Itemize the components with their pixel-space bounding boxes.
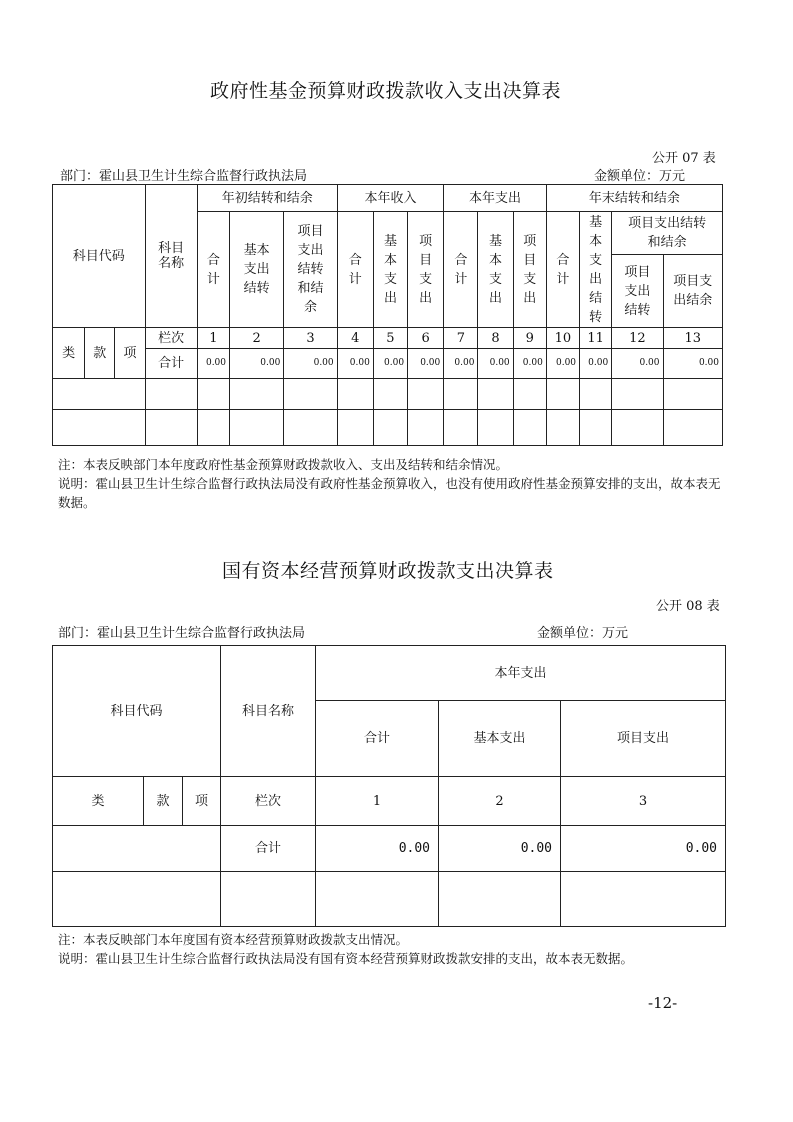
table-row [53,872,726,927]
table2-note: 注：本表反映部门本年度国有资本经营预算财政拨款支出情况。 [58,932,409,947]
t1-h-total-2: 合 计 [337,212,373,328]
t2-header-code: 科目代码 [53,646,221,777]
t1-h-total-3: 合 计 [444,212,478,328]
t2-col-no: 1 [316,777,439,826]
t1-h-basic-2: 基 本 支 出 [373,212,407,328]
t2-total-cell: 0.00 [439,826,561,872]
t1-col-no: 5 [373,328,407,349]
table2-form-no: 公开 08 表 [656,599,720,614]
t1-total-cell: 0.00 [612,349,663,379]
table1-explanation: 说明：霍山县卫生计生综合监督行政执法局没有政府性基金预算收入，也没有使用政府性基金预算安排的支出，故本表无数据。 [58,476,721,510]
t2-heji: 合计 [221,826,316,872]
t2-lanci: 栏次 [221,777,316,826]
table-row [53,410,723,446]
table1-form-no: 公开 07 表 [652,151,716,166]
table1-department: 部门：霍山县卫生计生综合监督行政执法局 [60,169,308,184]
t1-kuan: 款 [85,328,115,379]
t2-total-cell: 0.00 [316,826,439,872]
t1-h-project-carry-4: 项目 支出 结转 [612,255,663,328]
t1-h-project-group: 项目支出结转 和结余 [612,212,723,255]
t2-h-total: 合计 [316,701,439,777]
table-row [53,379,723,410]
table2-department: 部门：霍山县卫生计生综合监督行政执法局 [58,626,306,641]
t1-total-cell: 0.00 [230,349,284,379]
table1-note: 注：本表反映部门本年度政府性基金预算财政拨款收入、支出及结转和结余情况。 [58,457,509,472]
t1-col-no: 13 [663,328,722,349]
t2-header-year-expense: 本年支出 [316,646,726,701]
t1-total-cell: 0.00 [408,349,444,379]
t1-header-group1: 年初结转和结余 [197,185,337,212]
t2-kuan: 款 [144,777,183,826]
t1-heji: 合计 [145,349,197,379]
t1-total-cell: 0.00 [663,349,722,379]
table1-unit: 金额单位：万元 [594,169,686,184]
t2-xiang: 项 [183,777,221,826]
t1-total-cell: 0.00 [546,349,579,379]
t1-xiang: 项 [115,328,145,379]
t1-h-basic-carry-4: 基 本 支 出 结 转 [580,212,612,328]
table1 [52,184,723,446]
t1-col-no: 12 [612,328,663,349]
t1-h-project-carry: 项目 支出 结转 和结 余 [284,212,337,328]
t1-h-basic-carry: 基本 支出 结转 [230,212,284,328]
t1-col-no: 1 [197,328,229,349]
t1-header-code: 科目代码 [53,185,146,328]
t1-h-basic-3: 基 本 支 出 [478,212,513,328]
t1-col-no: 9 [513,328,546,349]
t1-h-project-surplus-4: 项目支 出结余 [663,255,722,328]
table2-title: 国有资本经营预算财政拨款支出决算表 [222,560,554,582]
t1-col-no: 11 [580,328,612,349]
t1-header-name: 科目 名称 [145,185,197,328]
table2-explanation: 说明：霍山县卫生计生综合监督行政执法局没有国有资本经营预算财政拨款安排的支出，故本表无数据。 [58,951,634,966]
t1-h-total-1: 合 计 [197,212,229,328]
t1-col-no: 3 [284,328,337,349]
t1-col-no: 7 [444,328,478,349]
t1-total-cell: 0.00 [373,349,407,379]
t1-total-cell: 0.00 [513,349,546,379]
t1-header-group3: 本年支出 [444,185,547,212]
t1-lei: 类 [53,328,85,379]
table2 [52,645,726,927]
t1-total-cell: 0.00 [444,349,478,379]
t1-total-cell: 0.00 [197,349,229,379]
t2-col-no: 3 [561,777,726,826]
t1-h-project-3: 项 目 支 出 [513,212,546,328]
t1-col-no: 2 [230,328,284,349]
t1-col-no: 10 [546,328,579,349]
t1-lanci: 栏次 [145,328,197,349]
t2-lei: 类 [53,777,144,826]
t1-header-group4: 年末结转和结余 [546,185,722,212]
t1-total-cell: 0.00 [284,349,337,379]
t1-h-project-2: 项 目 支 出 [408,212,444,328]
t2-h-basic: 基本支出 [439,701,561,777]
t1-header-group2: 本年收入 [337,185,444,212]
t1-col-no: 6 [408,328,444,349]
table2-unit: 金额单位：万元 [537,626,629,641]
page-number: -12- [648,994,678,1012]
table1-title: 政府性基金预算财政拨款收入支出决算表 [210,80,562,102]
t1-h-total-4: 合 计 [546,212,579,328]
t2-h-project: 项目支出 [561,701,726,777]
t1-total-cell: 0.00 [337,349,373,379]
t1-total-cell: 0.00 [478,349,513,379]
t2-header-name: 科目名称 [221,646,316,777]
t2-total-cell: 0.00 [561,826,726,872]
t1-total-cell: 0.00 [580,349,612,379]
t1-col-no: 4 [337,328,373,349]
t2-col-no: 2 [439,777,561,826]
t1-col-no: 8 [478,328,513,349]
